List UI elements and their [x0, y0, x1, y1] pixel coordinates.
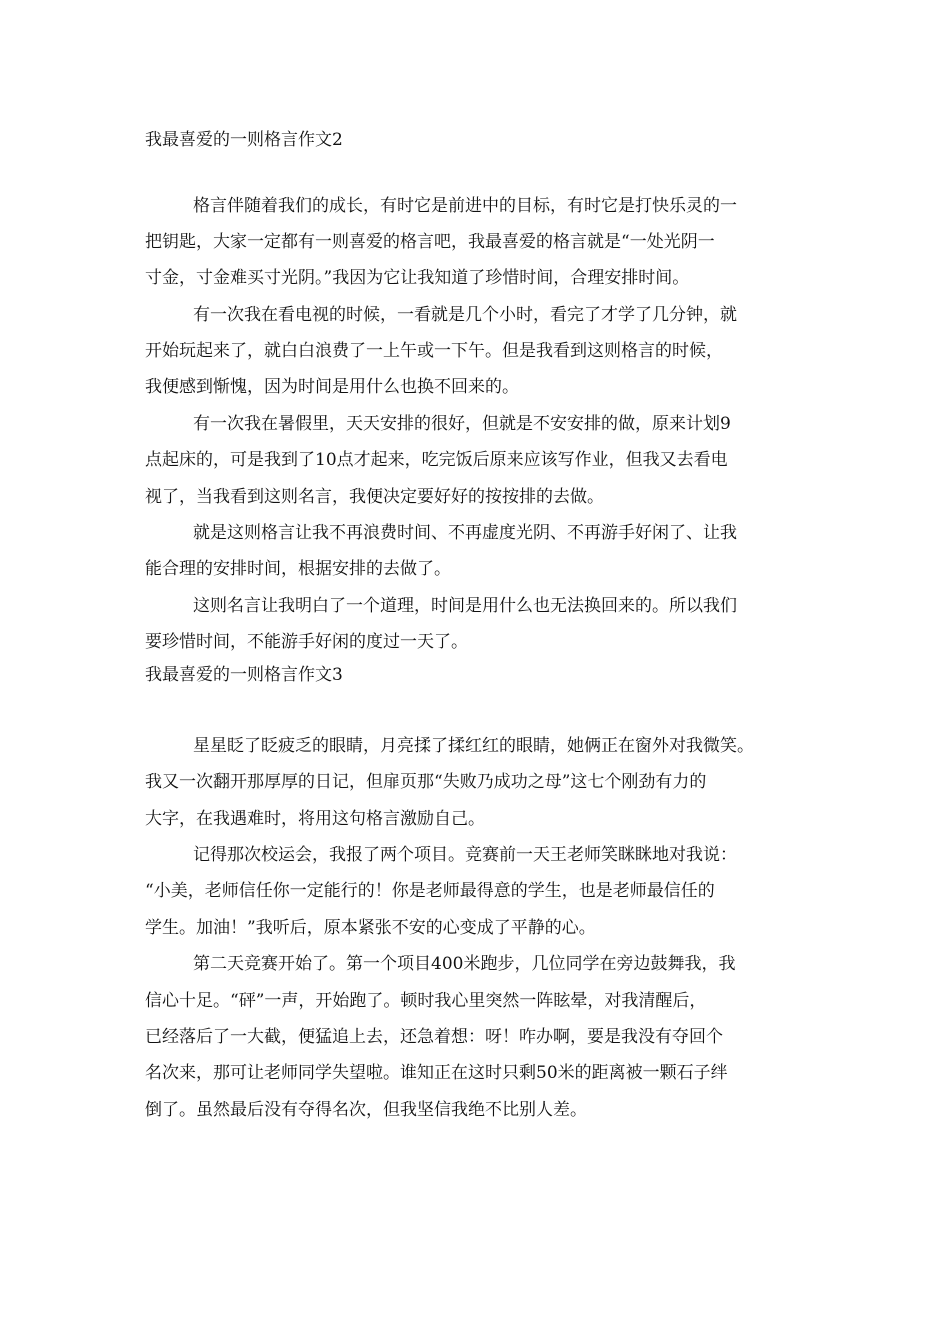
- section-2-title: 我最喜爱的一则格言作文2: [145, 130, 343, 150]
- paragraph-line: 有一次我在暑假里，天天安排的很好，但就是不安安排的做，原来计划9: [193, 414, 731, 434]
- paragraph-line: 寸金，寸金难买寸光阴。”我因为它让我知道了珍惜时间，合理安排时间。: [145, 268, 690, 288]
- paragraph-line: 要珍惜时间，不能游手好闲的度过一天了。: [145, 632, 468, 652]
- paragraph-line: 记得那次校运会，我报了两个项目。竞赛前一天王老师笑眯眯地对我说：: [193, 845, 737, 865]
- paragraph-line: 第二天竞赛开始了。第一个项目400米跑步，几位同学在旁边鼓舞我，我: [193, 954, 736, 974]
- paragraph-line: 视了，当我看到这则名言，我便决定要好好的按按排的去做。: [145, 487, 604, 507]
- paragraph-line: “小美，老师信任你一定能行的！你是老师最得意的学生，也是老师最信任的: [145, 881, 715, 901]
- paragraph-line: 倒了。虽然最后没有夺得名次，但我坚信我绝不比别人差。: [145, 1100, 587, 1120]
- paragraph-line: 信心十足。“砰”一声，开始跑了。顿时我心里突然一阵眩晕，对我清醒后，: [145, 991, 707, 1011]
- section-3-title: 我最喜爱的一则格言作文3: [145, 665, 343, 685]
- paragraph-line: 点起床的，可是我到了10点才起来，吃完饭后原来应该写作业，但我又去看电: [145, 450, 728, 470]
- paragraph-line: 我便感到惭愧，因为时间是用什么也换不回来的。: [145, 377, 519, 397]
- paragraph-line: 能合理的安排时间，根据安排的去做了。: [145, 559, 451, 579]
- paragraph-line: 星星眨了眨疲乏的眼睛，月亮揉了揉红红的眼睛，她俩正在窗外对我微笑。: [193, 736, 754, 756]
- paragraph-line: 大字，在我遇难时，将用这句格言激励自己。: [145, 809, 485, 829]
- paragraph-line: 学生。加油！”我听后，原本紧张不安的心变成了平静的心。: [145, 918, 596, 938]
- paragraph-line: 我又一次翻开那厚厚的日记，但扉页那“失败乃成功之母”这七个刚劲有力的: [145, 772, 707, 792]
- paragraph-line: 已经落后了一大截，便猛追上去，还急着想：呀！咋办啊，要是我没有夺回个: [145, 1027, 723, 1047]
- paragraph-line: 这则名言让我明白了一个道理，时间是用什么也无法换回来的。所以我们: [193, 596, 737, 616]
- paragraph-line: 把钥匙，大家一定都有一则喜爱的格言吧，我最喜爱的格言就是“一处光阴一: [145, 232, 715, 252]
- paragraph-line: 有一次我在看电视的时候，一看就是几个小时，看完了才学了几分钟，就: [193, 305, 737, 325]
- paragraph-line: 开始玩起来了，就白白浪费了一上午或一下午。但是我看到这则格言的时候，: [145, 341, 723, 361]
- paragraph-line: 就是这则格言让我不再浪费时间、不再虚度光阴、不再游手好闲了、让我: [193, 523, 737, 543]
- paragraph-line: 格言伴随着我们的成长，有时它是前进中的目标，有时它是打快乐灵的一: [193, 196, 737, 216]
- paragraph-line: 名次来，那可让老师同学失望啦。谁知正在这时只剩50米的距离被一颗石子绊: [145, 1063, 728, 1083]
